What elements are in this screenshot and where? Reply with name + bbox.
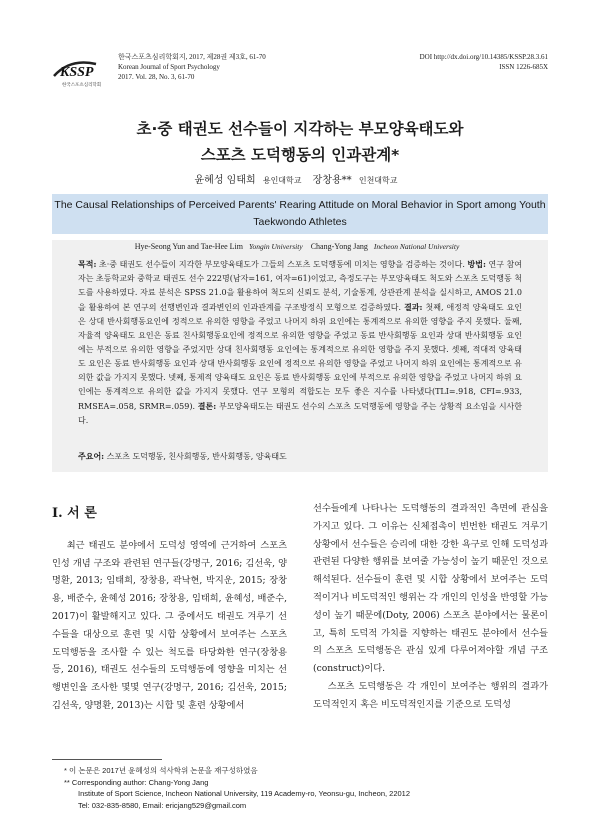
- journal-korean: 한국스포츠심리학회지, 2017, 제28권 제3호, 61-70: [118, 53, 266, 61]
- section-heading: I. 서 론: [52, 506, 97, 521]
- footnote-3: Institute of Sport Science, Incheon National University, 119 Academy-ro, Yeonsu-gu, Incheon, 22012: [78, 789, 411, 798]
- abstract-purpose: 초·중 태권도 선수들이 지각한 부모양육태도가 그들의 스포츠 도덕행동에 미치는 영향을 검증하는 것이다.: [96, 260, 465, 269]
- left-column: [52, 495, 287, 715]
- footnote-1: * 이 논문은 2017년 윤혜성의 석사학위 논문을 재구성하였음: [64, 766, 258, 775]
- abstract-result-label: 결과:: [404, 302, 423, 312]
- english-affiliation-2: Incheon National University: [373, 242, 460, 251]
- logo-subtext: 한국스포츠심리학회: [62, 83, 102, 88]
- abstract-purpose-label: 목적:: [78, 259, 97, 269]
- abstract-conclusion: 부모양육태도는 태권도 선수의 스포츠 도덕행동에 영향을 주는 상황적 요소임을 시사한다.: [78, 402, 523, 425]
- english-authors: [78, 242, 522, 251]
- doi-block: [420, 52, 548, 72]
- footnote-divider: [52, 759, 162, 760]
- footnote-4: Tel: 032-835-8580, Email: ericjang529@gmail.com: [78, 800, 247, 810]
- right-column: [313, 500, 548, 714]
- intro-paragraph-1: 최근 태권도 분야에서 도덕성 영역에 근거하여 스포츠 인성 개념 구조와 관련된 연구들(강명구, 2016; 김선욱, 양명환, 2013; 임태희, 장창용, 곽낙현, 박지운, 2015; 장창용, 배준수, 윤혜성 2016; 장창용, 임태희, 윤혜성, 배준수, 2017)이 활발해지고 있다. 그 중에서도 태권도 겨루기 선수들을 대상으로 훈련 및 시합 상황에서 보여주는 스포츠 도덕행동을 조사할 수 있는 척도를 타당화한 연구(장창용 등, 2016), 태권도 선수들의 도덕행동에 영향을 미치는 선행변인을 조사한 몇몇 연구(강명구, 2016; 김선욱, 2015; 김선욱, 양명환, 2013)는 시합 및 훈련 상황에서: [52, 539, 287, 711]
- keywords-label: 주요어:: [78, 451, 105, 461]
- abstract-method: 연구 참여자는 초등학교와 중학교 태권도 선수 222명(남자=161, 여자=61)이었고, 측정도구는 부모양육태도 척도와 스포츠 도덕행동 척도를 사용하였다. 자료 분석은 SPSS 21.0을 활용하여 척도의 신뢰도 분석, 기술통계, 상관관계 분석을 실시하고, AMOS 21.0을 활용하여 본 연구의 선행변인과 결과변인의 인과관계를 구조방정식 모형으로 검증하였다.: [78, 260, 522, 312]
- korean-title: [0, 116, 600, 168]
- english-title: The Causal Relationships of Perceived Parents' Rearing Attitude on Moral Behavior in Sport among Youth Taekwondo Athletes: [52, 194, 548, 234]
- journal-logo: [52, 54, 114, 90]
- journal-info: [118, 52, 266, 82]
- journal-volume: 2017. Vol. 28, No. 3, 61-70: [118, 73, 195, 81]
- abstract-box: [52, 240, 548, 472]
- korean-authors: [0, 171, 600, 186]
- author-names-1: 윤혜성 임태희: [194, 175, 256, 186]
- english-affiliation-1: Yongin University: [249, 242, 303, 251]
- english-author-names-2: Chang-Yong Jang: [310, 242, 368, 251]
- intro-paragraph-2: 선수들에게 나타나는 도덕행동의 결과적인 측면에 관심을 가지고 있다. 그 이유는 신체접촉이 빈번한 태권도 겨루기 상황에서 선수들은 승리에 대한 강한 욕구로 인해 도덕성과 관련된 다양한 행위를 보여줄 가능성이 높기 때문인 것으로 해석된다. 선수들이 훈련 및 시합 상황에서 보여주는 도덕적이거나 비도덕적인 행위는 각 개인의 인성을 반영할 가능성이 높기 때문에(Doty, 2006) 스포츠 분야에서는 물론이고, 특히 도덕적 가치를 지향하는 태권도 분야에서 선수들의 스포츠 도덕행동은 관심 있게 다루어져야할 개념 구조(construct)이다.: [313, 503, 548, 675]
- logo-text: KSSP: [60, 65, 94, 80]
- affiliation-1: 용인대학교: [262, 176, 302, 185]
- keywords: [78, 451, 287, 462]
- affiliation-2: 인천대학교: [358, 176, 398, 185]
- journal-header: [52, 52, 548, 92]
- issn: ISSN 1226-685X: [499, 63, 548, 71]
- intro-paragraph-3: 스포츠 도덕행동은 각 개인이 보여주는 행위의 결과가 도덕적인지 혹은 비도덕적인지를 기준으로 도덕성: [313, 680, 548, 710]
- journal-english: Korean Journal of Sport Psychology: [118, 63, 220, 71]
- korean-title-line2: 스포츠 도덕행동의 인과관계*: [200, 146, 400, 164]
- korean-title-line1: 초·중 태권도 선수들이 지각하는 부모양육태도와: [136, 120, 464, 138]
- doi-link[interactable]: DOI http://dx.doi.org/10.14385/KSSP.28.3.61: [419, 53, 548, 61]
- abstract-conclusion-label: 결론:: [197, 401, 217, 411]
- abstract-method-label: 방법:: [467, 259, 486, 269]
- abstract-text: [78, 257, 522, 428]
- footnote-2: ** Corresponding author: Chang-Yong Jang: [64, 777, 209, 787]
- keywords-list: 스포츠 도덕행동, 친사회행동, 반사회행동, 양육태도: [104, 452, 287, 461]
- footnotes: [64, 765, 554, 811]
- author-names-2: 장창용**: [312, 175, 352, 186]
- english-author-names-1: Hye-Seong Yun and Tae-Hee Lim: [134, 242, 243, 251]
- abstract-result: 첫째, 애정적 양육태도 요인은 상대 반사회행동요인에 정적으로 유의한 영향을 주었고 나머지 하위 요인에는 통계적으로 유의한 영향을 주지 못했다. 둘째, 자율적 양육태도 요인은 동료 친사회행동요인에 정적으로 유의한 영향을 주었고 동료 반사회행동 요인과 상대 반사회행동 요인에는 부적으로 유의한 영향을 주었지만 상대 친사회행동 요인에는 통계적으로 유의한 영향을 주지 못했다. 셋째, 적대적 양육태도 요인은 동료 반사회행동 요인과 상대 반사회행동 요인에 정적으로 유의한 영향을 주었고 나머지 하위 요인에는 통계적으로 유의한 값을 가지지 못했다. 넷째, 통제적 양육태도 요인은 동료 반사회행동 요인에 부적으로 유의한 영향을 주었고 나머지 하위 요인에는 통계적으로 유의한 값을 가지지 못했다. 연구 모형의 적합도는 모두 좋은 지수를 나타냈다(TLI=.918, CFI=.933, RMSEA=.058, SRMR=.059).: [78, 303, 522, 411]
